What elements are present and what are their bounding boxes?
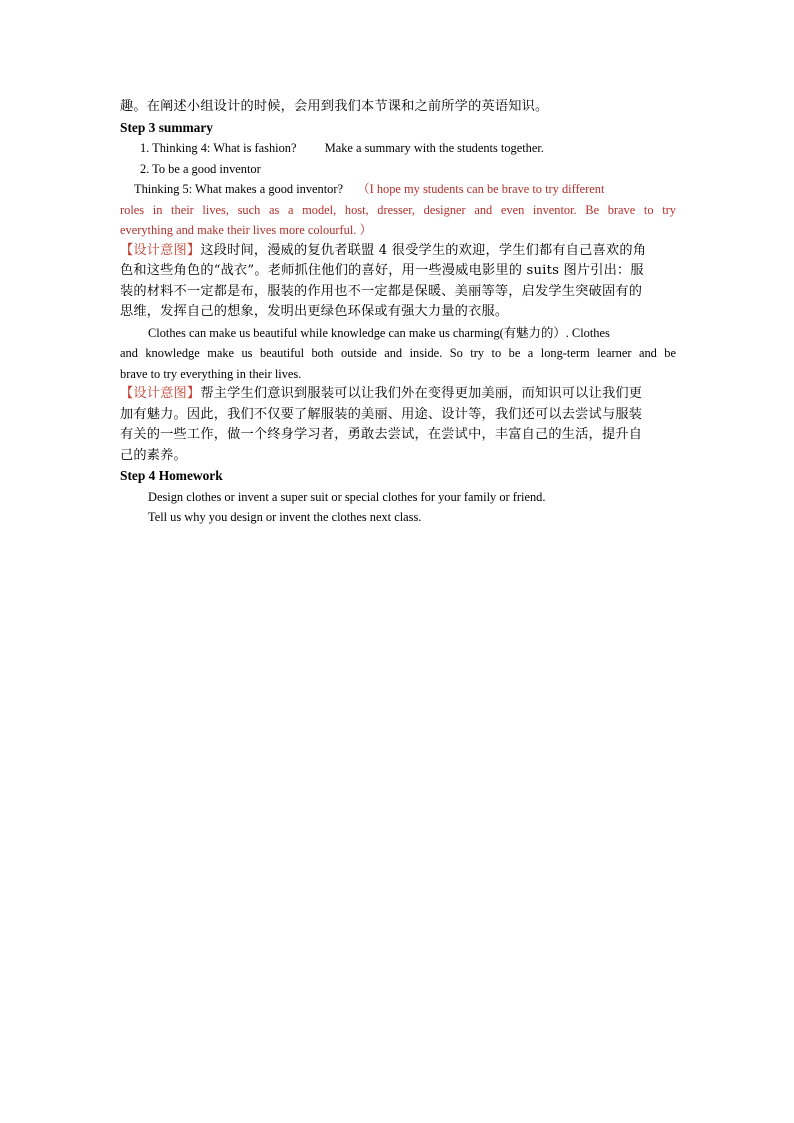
thinking4-question: 1. Thinking 4: What is fashion? [140,141,297,155]
design-intent-2-line-4: 己的素养。 [120,447,187,463]
design-intent-2-line-1 [120,384,676,405]
design-intent-tag: 【设计意图】 [120,242,201,258]
step3-heading: Step 3 summary [120,119,213,135]
document-page [120,97,676,528]
design-intent-tag-2: 【设计意图】 [120,386,201,401]
thinking4-line [120,138,676,159]
clothes-line-2: and knowledge make us beautiful both outside and inside. So try to be a long-term learner and be [120,346,676,360]
design-intent-2-line-3: 有关的一些工作，做一个终身学习者，勇敢去尝试，在尝试中，丰富自己的生活，提升自 [120,427,643,442]
homework-line-2: Tell us why you design or invent the clothes next class. [148,510,422,524]
thinking5-note-3: everything and make their lives more colourful. ） [120,223,372,237]
design-intent-1-line-1 [120,241,676,262]
inventor-item: 2. To be a good inventor [140,161,261,176]
intro-line: 趣。在阐述小组设计的时候，会用到我们本节课和之前所学的英语知识。 [120,99,549,114]
design-intent-1-line-2: 色和这些角色的“战衣”。老师抓住他们的喜好，用一些漫威电影里的 suits 图片引出：服 [120,263,644,278]
thinking4-summary: Make a summary with the students together. [324,141,544,155]
thinking5-note-1: （I hope my students can be brave to try different [357,182,605,196]
clothes-line-1: Clothes can make us beautiful while knowledge can make us charming(有魅力的）. Clothes [148,325,610,340]
design-intent-1-text: 这段时间，漫威的复仇者联盟 4 很受学生的欢迎，学生们都有自己喜欢的角 [200,242,647,258]
clothes-line-3: brave to try everything in their lives. [120,366,302,381]
design-intent-2-line-2: 加有魅力。因此，我们不仅要了解服装的美丽、用途、设计等，我们还可以去尝试与服装 [120,406,643,422]
design-intent-2-text: 帮主学生们意识到服装可以让我们外在变得更加美丽，而知识可以让我们更 [200,386,643,401]
thinking5-line [120,179,676,200]
thinking5-question: Thinking 5: What makes a good inventor? [134,182,343,196]
step4-heading: Step 4 Homework [120,468,223,483]
homework-line-1: Design clothes or invent a super suit or special clothes for your family or friend. [148,489,546,504]
design-intent-1-line-3: 装的材料不一定都是布，服装的作用也不一定都是保暖、美丽等等，启发学生突破固有的 [120,283,643,299]
design-intent-1-line-4: 思维，发挥自己的想象，发明出更绿色环保或有强大力量的衣服。 [120,304,509,319]
thinking5-note-2: roles in their lives, such as a model, host, dresser, designer and even inventor. Be brave to try [120,202,676,217]
